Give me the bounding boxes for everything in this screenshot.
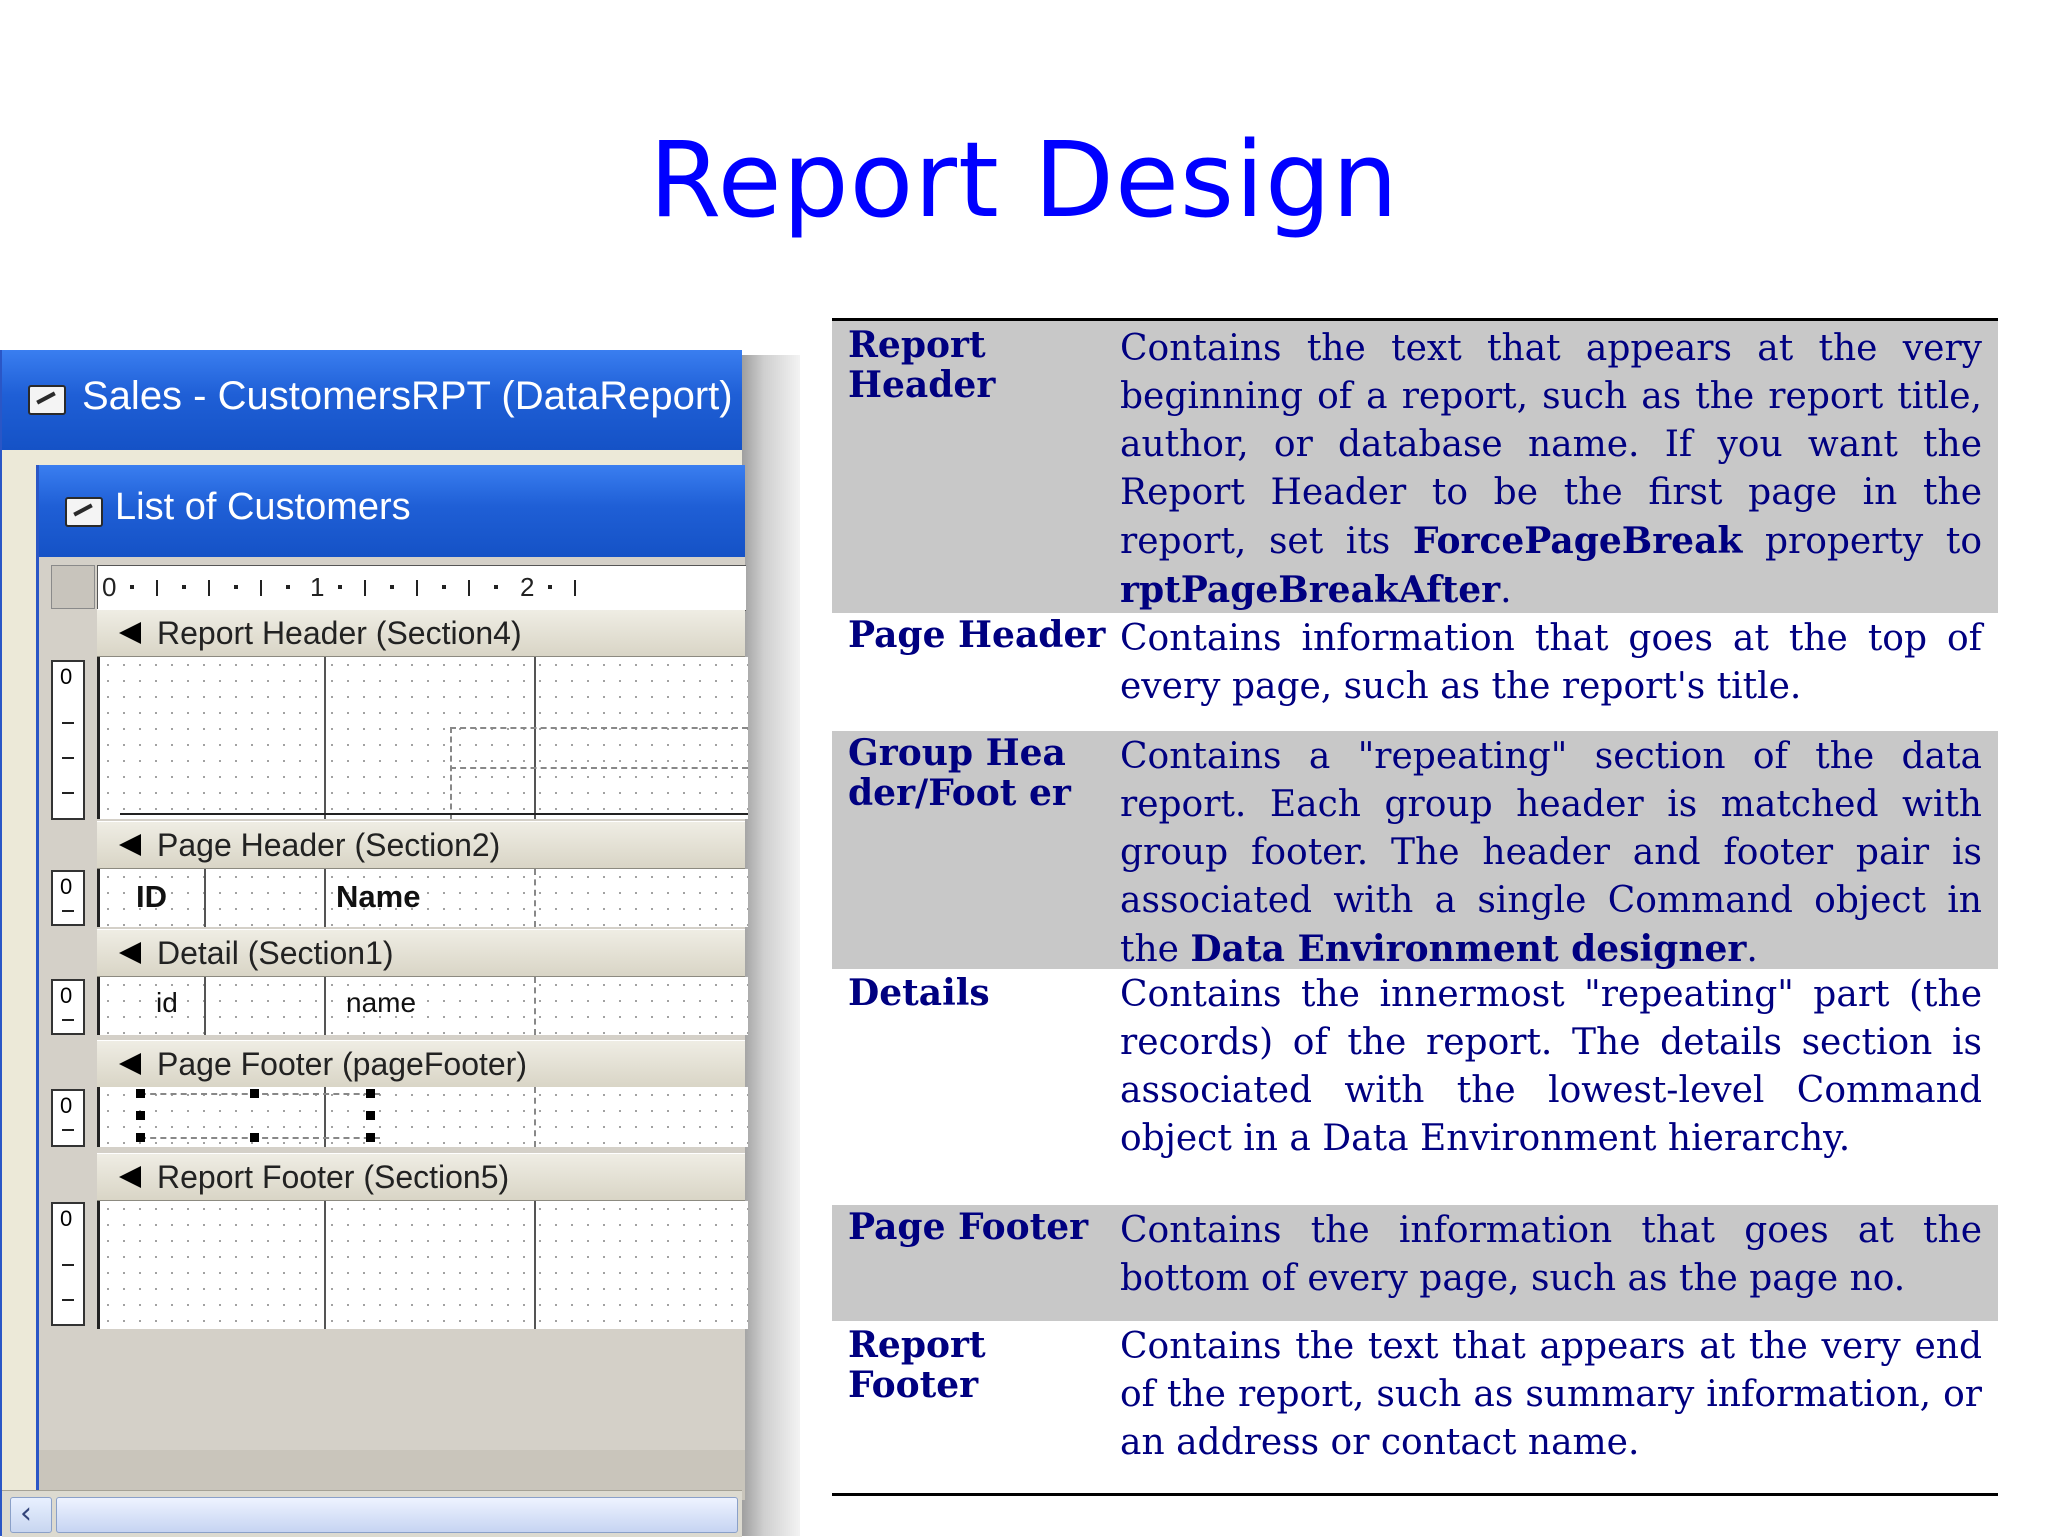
table-description: Contains information that goes at the top of every page, such as the report's title. — [1120, 618, 1982, 707]
section-arrow-icon — [119, 622, 145, 644]
section-band-page-header[interactable] — [97, 821, 745, 870]
section-arrow-icon — [119, 834, 145, 856]
section-arrow-icon — [119, 1053, 145, 1075]
section-label: Page Header (Section2) — [157, 827, 501, 863]
ruler-number: 0 — [102, 572, 117, 602]
detail-field-name[interactable]: name — [346, 987, 417, 1018]
selection-handle[interactable] — [136, 1089, 145, 1098]
page-header-field-id[interactable]: ID — [136, 879, 167, 914]
selection-handle[interactable] — [136, 1133, 145, 1142]
table-description: Contains a "repeating" section of the data report. Each group header is matched with group footer. The header and footer pair is associated with a single Command object in the Data Environment designer. — [1120, 736, 1982, 970]
vertical-ruler-number: 0 — [60, 983, 73, 1008]
horizontal-scrollbar[interactable] — [2, 1490, 742, 1537]
chevron-left-icon: ‹ — [20, 1496, 32, 1531]
table-description: Contains the text that appears at the very beginning of a report, such as the report title, author, or database name. If you want the Report Header to be the first page in the report, set its ForcePageBreak property to rptPageBreakAfter. — [1120, 328, 1982, 611]
vertical-ruler — [51, 979, 85, 1035]
table-term: Page Footer — [848, 1206, 1089, 1248]
report-window-icon — [65, 497, 103, 527]
datareport-screenshot — [0, 350, 740, 1536]
vertical-ruler-number: 0 — [60, 1206, 73, 1231]
ruler-number: 1 — [310, 572, 325, 602]
screenshot-shadow — [740, 355, 800, 1536]
horizontal-ruler — [97, 565, 746, 611]
outer-window-titlebar[interactable] — [2, 350, 742, 450]
table-row-group-header-footer — [832, 731, 1998, 969]
section-label: Report Header (Section4) — [157, 615, 522, 651]
table-row-page-header — [832, 613, 1998, 729]
table-term: Report Footer — [848, 1324, 986, 1406]
report-header-section[interactable] — [97, 657, 748, 819]
detail-field-id[interactable]: id — [156, 987, 178, 1018]
inner-window-title: List of Customers — [115, 486, 411, 528]
scroll-left-button[interactable] — [10, 1497, 52, 1533]
inner-window-titlebar[interactable] — [39, 465, 745, 557]
selection-handle[interactable] — [366, 1133, 375, 1142]
report-sections-table — [832, 318, 1998, 1463]
slide-title: Report Design — [649, 119, 1399, 241]
table-description: Contains the information that goes at the bottom of every page, such as the page no. — [1120, 1210, 1982, 1299]
selection-handle[interactable] — [366, 1089, 375, 1098]
table-row-report-footer — [832, 1321, 1998, 1493]
scroll-thumb[interactable] — [56, 1497, 738, 1533]
table-row-report-header — [832, 321, 1998, 613]
section-label: Report Footer (Section5) — [157, 1159, 510, 1195]
table-description: Contains the text that appears at the very end of the report, such as summary information, or an address or contact name. — [1120, 1326, 1982, 1463]
section-arrow-icon — [119, 942, 145, 964]
section-label: Page Footer (pageFooter) — [157, 1046, 527, 1082]
page-header-section[interactable] — [97, 869, 748, 927]
vertical-ruler — [51, 1202, 85, 1326]
vertical-ruler — [51, 1089, 85, 1147]
table-term: Report Header — [848, 324, 996, 406]
selection-handle[interactable] — [366, 1111, 375, 1120]
report-footer-section[interactable] — [97, 1201, 748, 1329]
section-arrow-icon — [119, 1166, 145, 1188]
vertical-ruler-number: 0 — [60, 874, 73, 899]
ruler-corner — [51, 565, 95, 609]
ruler-number: 2 — [520, 572, 535, 602]
section-band-detail[interactable] — [97, 929, 745, 978]
table-description: Contains the innermost "repeating" part (the records) of the report. The details section is associated with the lowest-level Command object in a Data Environment hierarchy. — [1120, 974, 1982, 1159]
table-term: Page Header — [848, 614, 1106, 656]
page-header-field-name[interactable]: Name — [336, 879, 421, 914]
section-band-report-footer[interactable] — [97, 1153, 745, 1202]
inner-window — [36, 465, 745, 1500]
outer-window — [0, 350, 742, 1536]
outer-window-title: Sales - CustomersRPT (DataReport) — [82, 374, 733, 418]
vertical-ruler — [51, 660, 85, 820]
table-row-page-footer — [832, 1205, 1998, 1321]
table-bottom-rule — [832, 1493, 1998, 1496]
vertical-ruler-number: 0 — [60, 1093, 73, 1118]
selection-handle[interactable] — [136, 1111, 145, 1120]
table-row-details — [832, 969, 1998, 1205]
section-band-report-header[interactable] — [97, 609, 745, 658]
table-term: Group Header/Foot er — [848, 732, 1071, 814]
section-label: Detail (Section1) — [157, 935, 394, 971]
datareport-window-icon — [28, 385, 66, 415]
table-term: Details — [848, 972, 990, 1014]
vertical-ruler-number: 0 — [60, 664, 73, 689]
vertical-ruler — [51, 870, 85, 926]
selection-handle[interactable] — [250, 1089, 259, 1098]
selection-handle[interactable] — [250, 1133, 259, 1142]
page-footer-section[interactable] — [97, 1087, 748, 1147]
detail-section[interactable] — [97, 977, 748, 1035]
section-band-page-footer[interactable] — [97, 1040, 745, 1089]
